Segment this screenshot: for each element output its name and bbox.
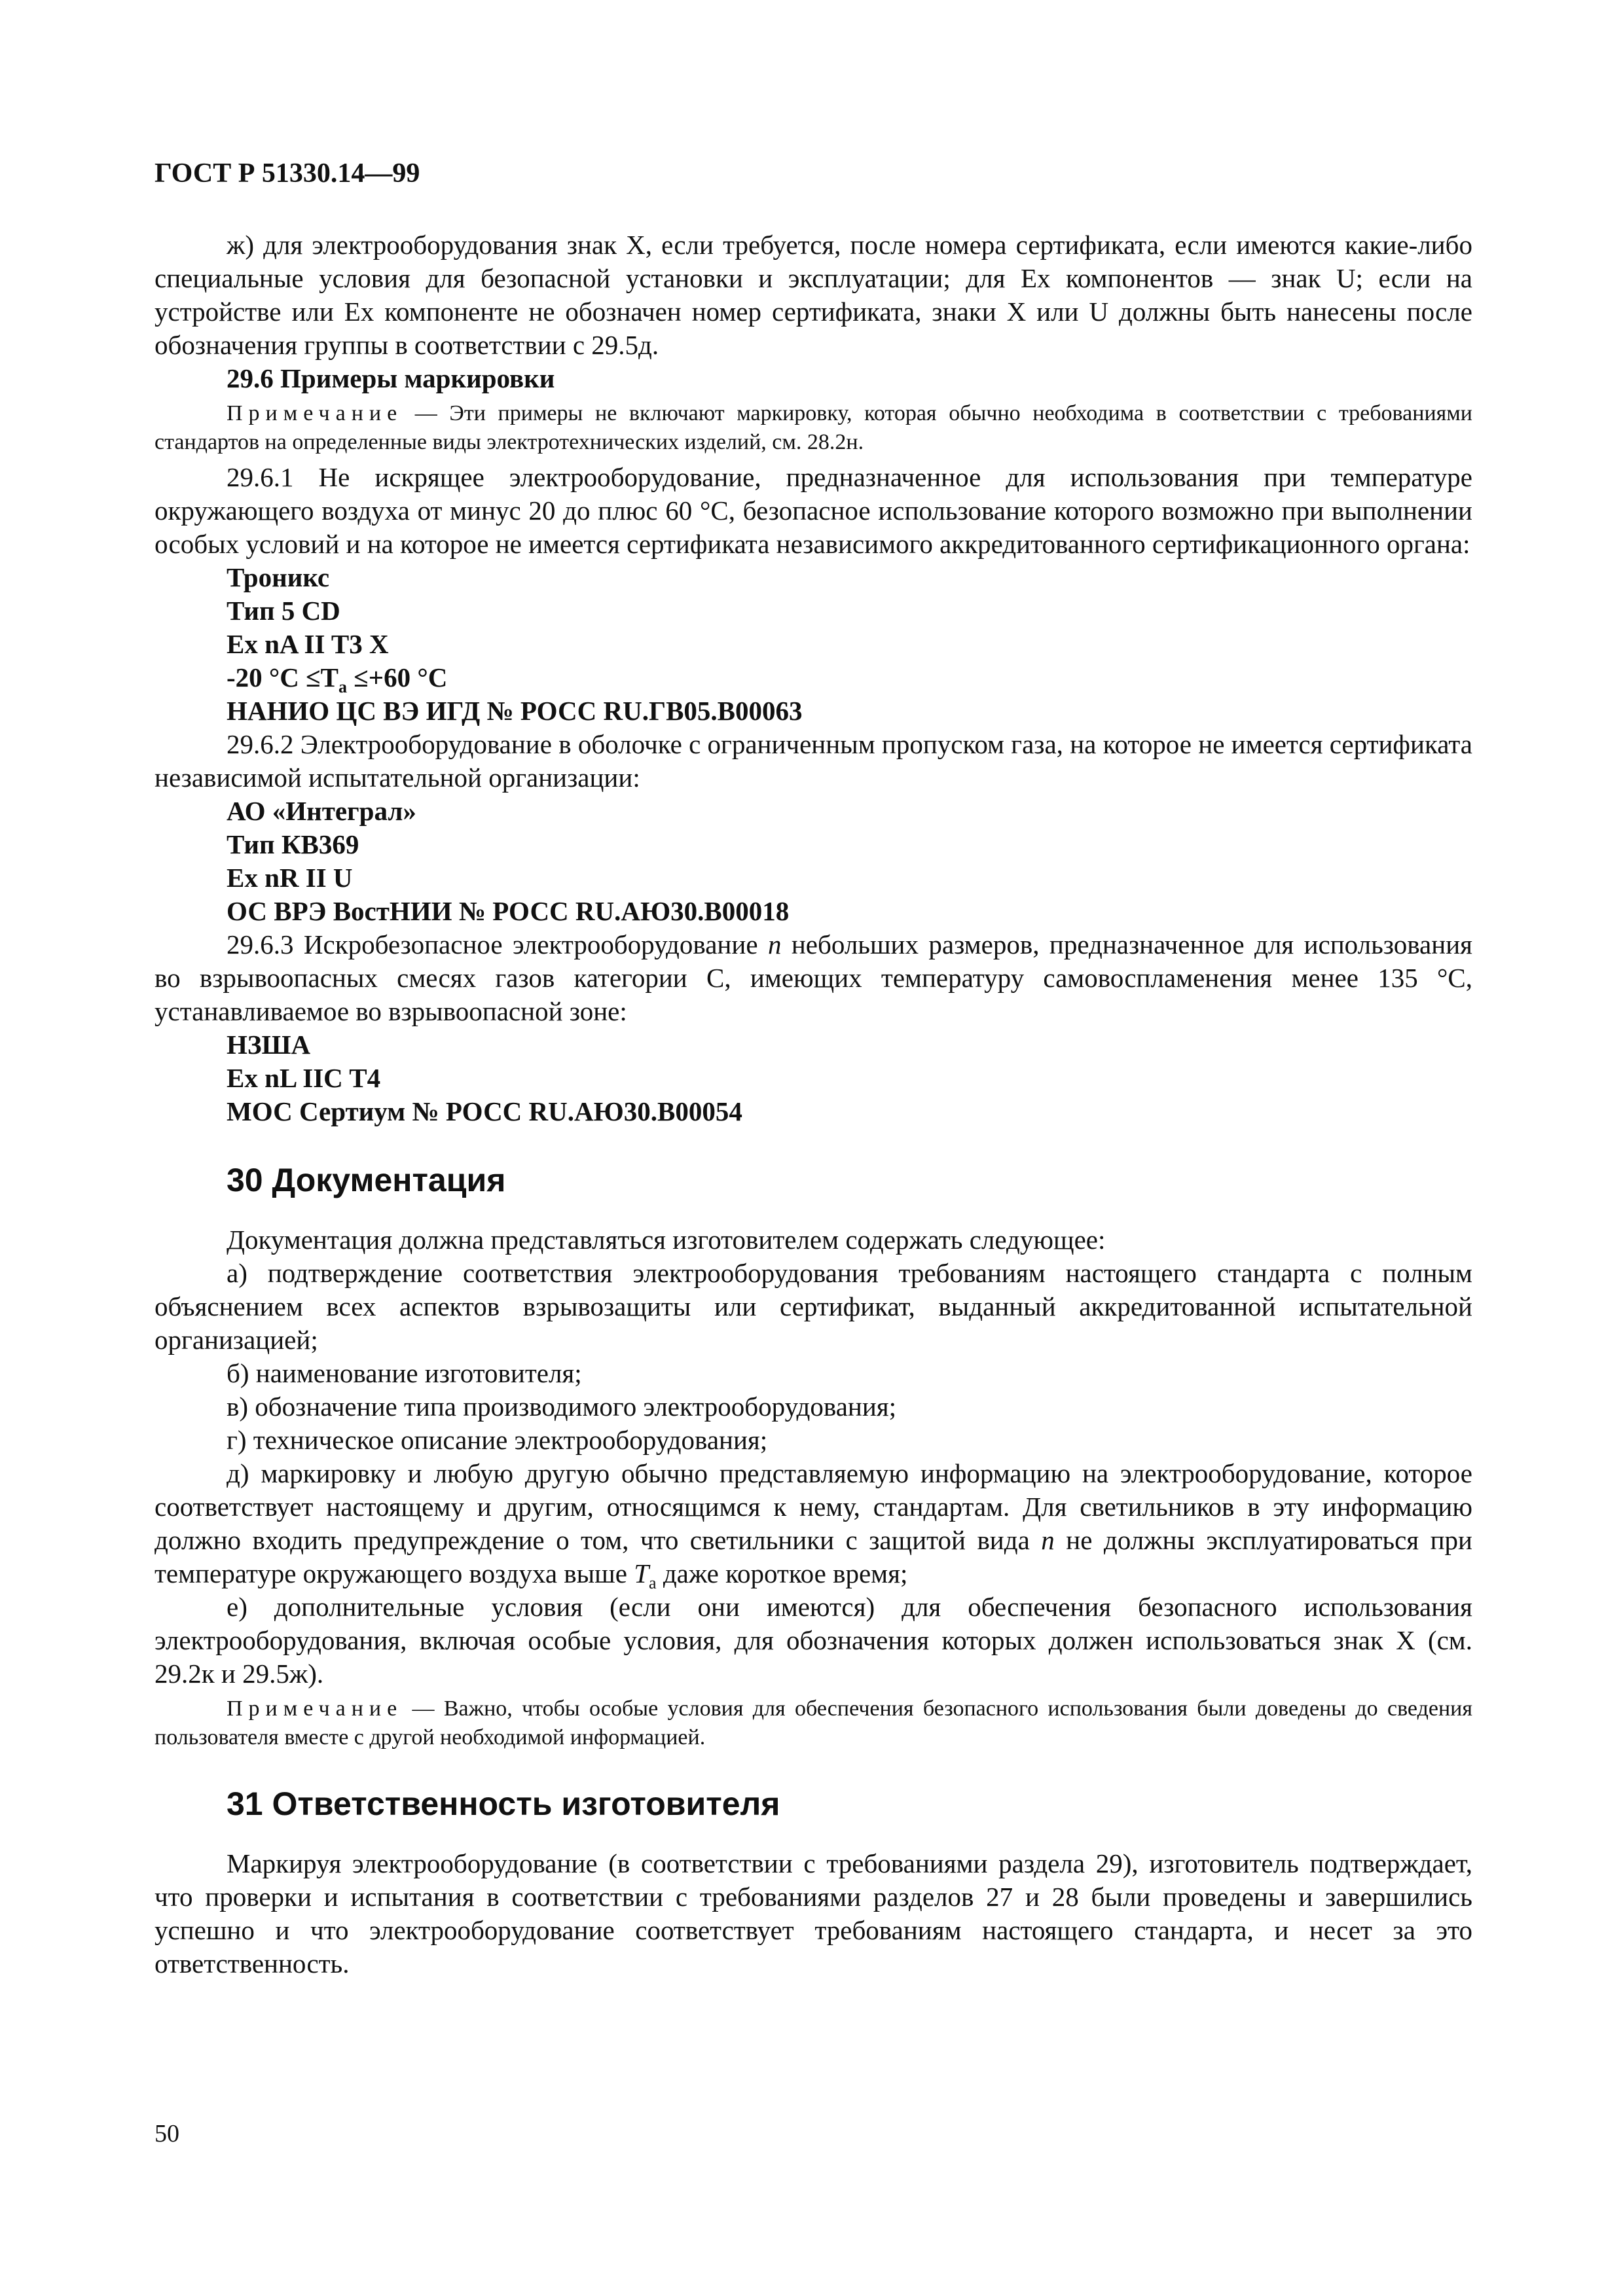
marking-1-line-2: Тип 5 CD — [227, 596, 340, 626]
paragraph-29-6-3 — [155, 928, 1472, 1028]
marking-2-line-3: Ex nR II U — [227, 863, 353, 893]
marking-1-temp-low: -20 °С ≤T — [227, 662, 339, 692]
note-1 — [155, 399, 1472, 457]
documentation-item-g: г) техническое описание электрооборудования; — [227, 1425, 768, 1455]
documentation-item-d-part-a: д) маркировку и любую другую обычно представляемую информацию на электрооборудование, которое соответствует настоящему и другим, относящимся к нему, стандартам. Для светильников в эту информацию должно входить предупреждение о том, что светильники с защитой вида — [155, 1458, 1472, 1555]
marking-1-temp-sub: a — [338, 677, 348, 697]
page-number: 50 — [155, 2120, 179, 2147]
marking-1-line-3: Ex nA II T3 X — [227, 629, 389, 659]
marking-1-line-4 — [155, 661, 1472, 697]
note-1-label: Примечание — [227, 401, 403, 425]
marking-2-line-1: АО «Интеграл» — [227, 796, 416, 826]
documentation-item-d-italic-n: n — [1041, 1525, 1055, 1555]
documentation-item-a: а) подтверждение соответствия электрооборудования требованиям настоящего стандарта с полным объяснением всех аспектов взрывозащиты или сертификат, выданный аккредитованной испытательной организацией; — [155, 1258, 1472, 1355]
document-page — [155, 157, 1472, 1981]
marking-3-line-1: НЗША — [227, 1030, 311, 1060]
marking-2-line-2: Тип КВ369 — [227, 829, 359, 859]
note-1-text: — Эти примеры не включают маркировку, которая обычно необходима в соответствии с требованиями стандартов на определенные виды электротехнических изделий, см. 28.2н. — [155, 401, 1472, 454]
documentation-item-b: б) наименование изготовителя; — [227, 1358, 582, 1388]
documentation-item-d — [155, 1457, 1472, 1593]
section-title-31: 31 Ответственность изготовителя — [227, 1785, 780, 1822]
documentation-intro: Документация должна представляться изготовителем содержать следующее: — [227, 1225, 1106, 1255]
paragraph-29-6-3-italic-n: n — [767, 929, 782, 960]
document-header: ГОСТ Р 51330.14—99 — [155, 158, 420, 188]
marking-1-temp-high: ≤+60 °С — [347, 662, 448, 692]
marking-1-line-5: НАНИО ЦС ВЭ ИГД № РОСС RU.ГВ05.В00063 — [227, 696, 803, 726]
documentation-item-d-sub-a: a — [649, 1573, 657, 1593]
marking-2-line-4: ОС ВРЭ ВостНИИ № РОСС RU.АЮ30.В00018 — [227, 896, 790, 926]
paragraph-29-6-1: 29.6.1 Не искрящее электрооборудование, предназначенное для использования при температуре окружающего воздуха от минус 20 до плюс 60 °С, безопасное использование которого возможно при выполнении особых условий и на которое не имеется сертификата независимого аккредитованного сертификационного органа: — [155, 462, 1472, 559]
marking-1-line-1: Троникс — [227, 562, 330, 592]
paragraph-29-6-2: 29.6.2 Электрооборудование в оболочке с ограниченным пропуском газа, на которое не имеется сертификата независимой испытательной организации: — [155, 729, 1472, 793]
paragraph-29-6-3-part-b: небольших размеров, предназначенное для использования во взрывоопасных смесях газов категории С, имеющих температуру самовоспламенения менее 135 °С, устанавливаемое во взрывоопасной зоне: — [155, 929, 1472, 1026]
paragraph-zh: ж) для электрооборудования знак X, если требуется, после номера сертификата, если имеются какие-либо специальные условия для безопасной установки и эксплуатации; для Ex компонентов — знак U; если на устройстве или Ex компоненте не обозначен номер сертификата, знаки X или U должны быть нанесены после обозначения группы в соответствии с 29.5д. — [155, 230, 1472, 360]
documentation-item-e: е) дополнительные условия (если они имеются) для обеспечения безопасного использования электрооборудования, включая особые условия, для обозначения которых должен использоваться знак X (см. 29.2к и 29.5ж). — [155, 1592, 1472, 1689]
paragraph-29-6-3-part-a: 29.6.3 Искробезопасное электрооборудование — [227, 929, 768, 960]
note-2 — [155, 1695, 1472, 1752]
responsibility-paragraph: Маркируя электрооборудование (в соответствии с требованиями раздела 29), изготовитель подтверждает, что проверки и испытания в соответствии с требованиями разделов 27 и 28 были проведены и завершились успешно и что электрооборудование соответствует требованиям настоящего стандарта, и несет за это ответственность. — [155, 1848, 1472, 1979]
documentation-item-d-part-c: даже короткое время; — [656, 1558, 908, 1588]
documentation-item-v: в) обозначение типа производимого электрооборудования; — [227, 1391, 897, 1422]
marking-3-line-2: Ex nL IIC T4 — [227, 1063, 381, 1093]
subsection-title-29-6: 29.6 Примеры маркировки — [227, 363, 555, 393]
note-2-label: Примечание — [227, 1696, 403, 1721]
section-title-30: 30 Документация — [227, 1162, 506, 1198]
documentation-item-d-part-b: не должны эксплуатироваться при температуре окружающего воздуха выше — [155, 1525, 1472, 1588]
note-2-text: — Важно, чтобы особые условия для обеспечения безопасного использования были доведены до сведения пользователя вместе с другой необходимой информацией. — [155, 1696, 1472, 1749]
documentation-item-d-italic-t: T — [634, 1558, 649, 1588]
marking-3-line-3: МОС Сертиум № РОСС RU.АЮ30.В00054 — [227, 1096, 742, 1126]
